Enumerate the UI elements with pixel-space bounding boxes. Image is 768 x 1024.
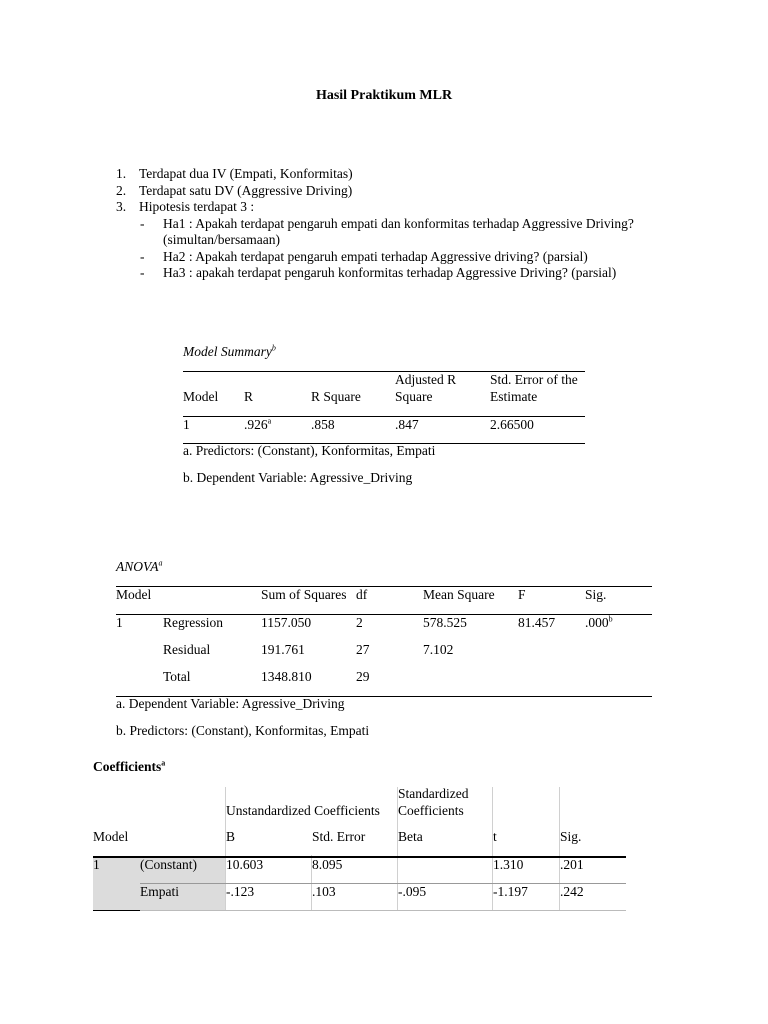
header-standardized-2: Coefficients — [398, 803, 464, 818]
cell-df: 29 — [356, 669, 370, 684]
cell-r: .926$^a$ — [244, 416, 272, 432]
header-std-error-2: Estimate — [490, 389, 538, 404]
list-number: 1. — [116, 166, 127, 181]
cell-ss: 1157.050 — [261, 615, 312, 630]
row-bottom-rule — [140, 910, 626, 911]
cell-f: 81.457 — [518, 615, 556, 630]
cell-df: 2 — [356, 615, 363, 630]
list-text: Terdapat satu DV (Aggressive Driving) — [139, 182, 353, 198]
cell-ms: 7.102 — [423, 642, 454, 657]
header-df: df — [356, 587, 368, 602]
list-text: Hipotesis terdapat 3 : — [139, 199, 255, 214]
list-text: Terdapat dua IV (Empati, Konformitas) — [139, 166, 353, 181]
header-unstandardized: Unstandardized Coefficients — [226, 803, 380, 818]
sub-list-text: Ha3 : apakah terdapat pengaruh konformitas terhadap Aggressive Driving? (parsial) — [163, 265, 617, 280]
list-item — [116, 183, 634, 200]
note-predictors: b. Predictors: (Constant), Konformitas, Empati — [116, 723, 370, 738]
list-number: 2. — [116, 182, 127, 198]
header-model: Model — [93, 829, 129, 844]
header-mean-square: Mean Square — [423, 587, 495, 602]
page-title: Hasil Praktikum MLR — [315, 88, 453, 103]
sub-list-item — [116, 249, 634, 266]
cell-beta: -.095 — [398, 884, 427, 899]
row-label-total: Total — [163, 669, 191, 684]
row-label-regression: Regression — [163, 615, 223, 630]
cell-model: 1 — [183, 417, 190, 432]
header-r-square: R Square — [311, 389, 361, 404]
row-label-constant: (Constant) — [140, 857, 197, 872]
cell-r-square: .858 — [311, 417, 335, 432]
cell-sig: .242 — [560, 884, 584, 899]
list-item — [116, 199, 634, 216]
header-adjusted-r-2: Square — [395, 389, 433, 404]
cell-std-error: 8.095 — [312, 857, 343, 872]
header-b: B — [226, 829, 236, 844]
sub-list-continuation: (simultan/bersamaan) — [163, 232, 280, 247]
header-sig: Sig. — [560, 829, 582, 844]
sub-list-text: Ha2 : Apakah terdapat pengaruh empati terhadap Aggressive driving? (parsial) — [163, 248, 588, 264]
list-item — [116, 166, 634, 183]
header-adjusted-r: Adjusted R — [395, 372, 457, 387]
header-model: Model — [183, 389, 219, 404]
cell-sig: .000$^b$ — [585, 614, 613, 630]
cell-ss: 1348.810 — [261, 669, 312, 684]
header-model: Model — [116, 587, 152, 602]
bullet-dash: - — [140, 248, 145, 264]
header-r: R — [244, 389, 254, 404]
header-sum-of-squares: Sum of Squares — [261, 587, 347, 602]
cell-std-error: .103 — [312, 884, 336, 899]
model-col-bottom-rule — [93, 910, 140, 911]
cell-adjusted-r: .847 — [395, 417, 419, 432]
sub-list-item — [116, 216, 634, 249]
cell-model: 1 — [93, 857, 100, 872]
header-std-error: Std. Error — [312, 829, 366, 844]
hypothesis-list — [116, 166, 634, 282]
bullet-dash: - — [140, 215, 145, 231]
note-dependent: b. Dependent Variable: Agressive_Driving — [183, 470, 413, 485]
coefficients-title: Coefficients$^a$ — [93, 758, 166, 774]
note-dependent: a. Dependent Variable: Agressive_Driving — [116, 696, 345, 711]
cell-df: 27 — [356, 642, 370, 657]
cell-b: -.123 — [226, 884, 255, 899]
cell-ss: 191.761 — [261, 642, 305, 657]
sub-list-item — [116, 265, 634, 282]
cell-model: 1 — [116, 615, 123, 630]
row-rule — [140, 883, 626, 884]
note-predictors: a. Predictors: (Constant), Konformitas, Empati — [183, 443, 436, 458]
table-top-rule — [116, 586, 652, 587]
header-beta: Beta — [398, 829, 423, 844]
sub-list-text: Ha1 : Apakah terdapat pengaruh empati dan konformitas terhadap Aggressive Driving? — [163, 215, 634, 231]
cell-sig: .201 — [560, 857, 584, 872]
model-summary-title: Model Summary$^b$ — [183, 343, 276, 359]
header-std-error: Std. Error of the — [490, 372, 578, 387]
header-f: F — [518, 587, 526, 602]
header-sig: Sig. — [585, 587, 607, 602]
cell-ms: 578.525 — [423, 615, 467, 630]
bullet-dash: - — [140, 265, 145, 280]
cell-std-error: 2.66500 — [490, 417, 534, 432]
anova-title: ANOVA$^a$ — [116, 558, 163, 574]
cell-t: 1.310 — [493, 857, 524, 872]
row-label-empati: Empati — [140, 884, 179, 899]
list-number: 3. — [116, 199, 127, 214]
header-t: t — [493, 829, 497, 844]
header-standardized: Standardized — [398, 786, 469, 801]
cell-b: 10.603 — [226, 857, 264, 872]
row-label-residual: Residual — [163, 642, 211, 657]
cell-t: -1.197 — [493, 884, 528, 899]
